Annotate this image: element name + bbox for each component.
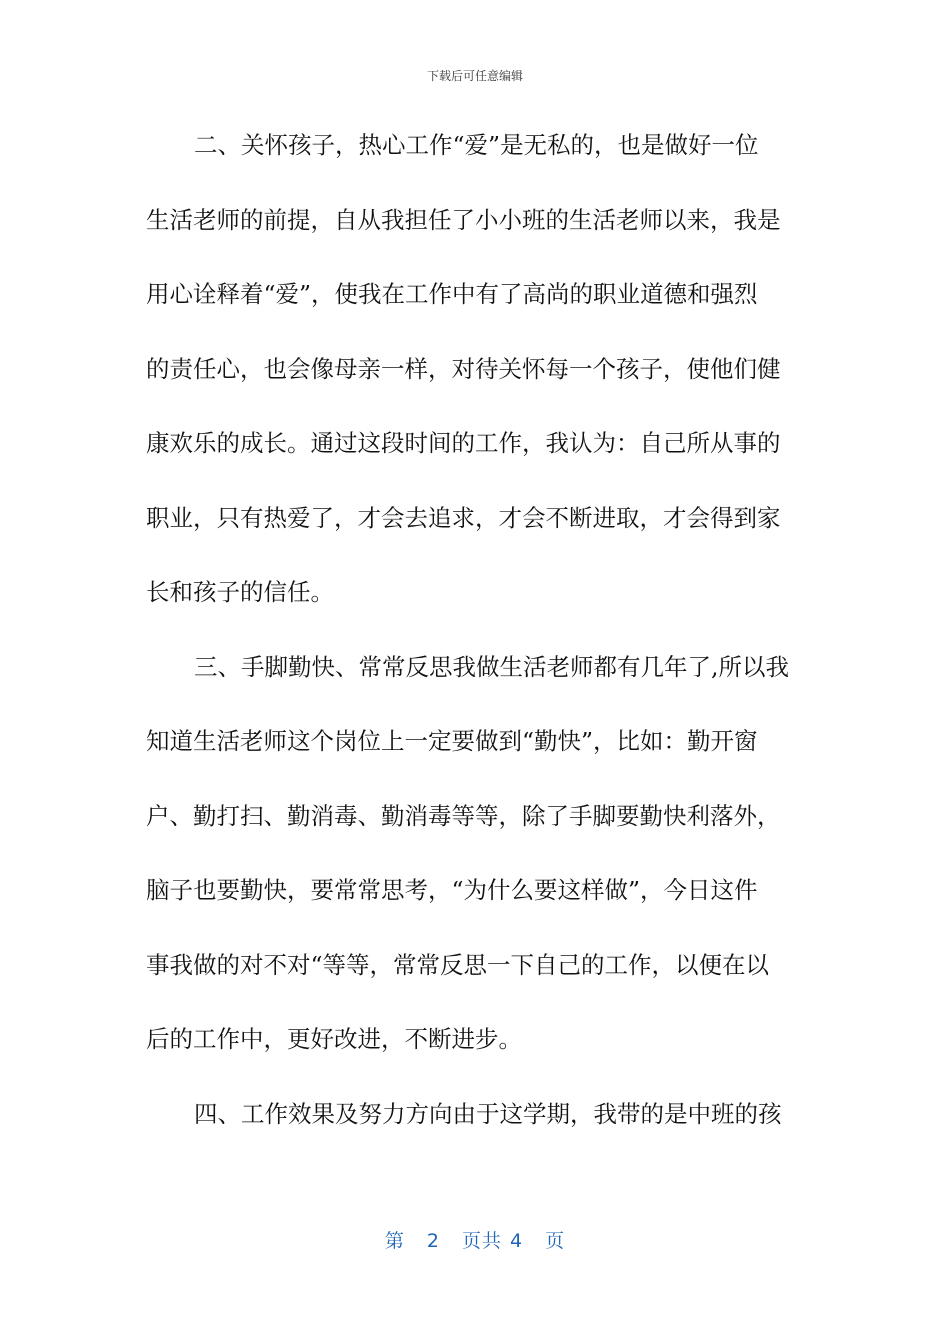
text-line: 后的工作中，更好改进，不断进步。 xyxy=(146,1025,522,1053)
text-line: 事我做的对不对“等等，常常反思一下自己的工作，以便在以 xyxy=(146,950,770,979)
text-line: 生活老师的前提，自从我担任了小小班的生活老师以来，我是 xyxy=(146,205,781,234)
text-line: 四、工作效果及努力方向由于这学期，我带的是中班的孩 xyxy=(194,1099,782,1128)
text-line: 的责任心，也会像母亲一样，对待关怀每一个孩子，使他们健 xyxy=(146,354,781,383)
page-mid: 页共 xyxy=(461,1230,502,1252)
current-page-number: 2 xyxy=(426,1230,440,1252)
total-pages-number: 4 xyxy=(510,1230,524,1252)
text-line: 用心诠释着“爱”，使我在工作中有了高尚的职业道德和强烈 xyxy=(146,280,758,308)
text-line: 二、关怀孩子，热心工作“爱”是无私的，也是做好一位 xyxy=(194,131,759,159)
text-line: 长和孩子的信任。 xyxy=(146,578,334,606)
text-line: 户、勤打扫、勤消毒、勤消毒等等，除了手脚要勤快利落外， xyxy=(146,801,781,830)
page-suffix: 页 xyxy=(545,1230,566,1252)
text-line: 职业，只有热爱了，才会去追求，才会不断进取，才会得到家 xyxy=(146,503,781,532)
page-footer xyxy=(0,1226,950,1253)
text-line: 知道生活老师这个岗位上一定要做到“勤快”，比如：勤开窗 xyxy=(146,727,758,755)
page-prefix: 第 xyxy=(384,1230,405,1252)
text-line: 脑子也要勤快，要常常思考，“为什么要这样做”，今日这件 xyxy=(146,876,758,904)
text-line: 康欢乐的成长。通过这段时间的工作，我认为：自己所从事的 xyxy=(146,429,781,457)
document-body xyxy=(146,120,802,1163)
download-note: 下载后可任意编辑 xyxy=(426,69,523,83)
text-line: 三、手脚勤快、常常反思我做生活老师都有几年了,所以我 xyxy=(194,652,789,681)
